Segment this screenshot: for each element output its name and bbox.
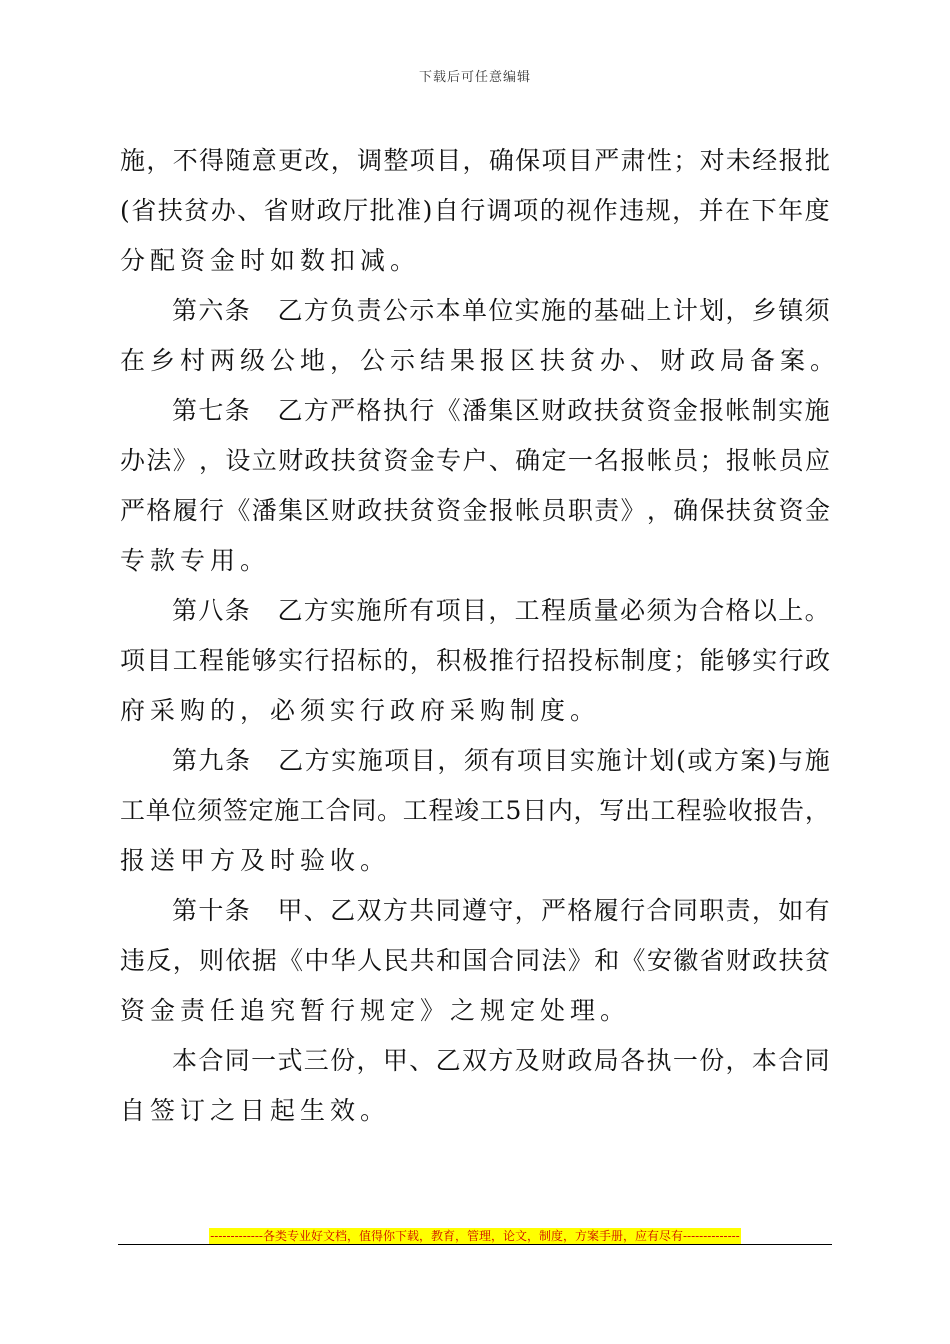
text-line: 第 九 条 乙 方 实 施 项 目 ， 须 有 项 目 实 施 计 划 ( 或 方 案 ) 与 施 bbox=[172, 746, 830, 775]
text-line: 施 ， 不 得 随 意 更 改 ， 调 整 项 目 ， 确 保 项 目 严 肃 性 ； 对 未 经 报 批 bbox=[120, 146, 830, 175]
text-line: 违 反 ， 则 依 据 《 中 华 人 民 共 和 国 合 同 法 》 和 《 安 徽 省 财 政 扶 贫 bbox=[120, 946, 830, 975]
text-line: 分配资金时如数扣减。 bbox=[120, 246, 421, 275]
text-line: 自签订之日起生效。 bbox=[120, 1096, 391, 1125]
text-line: 资金责任追究暂行规定》之规定处理。 bbox=[120, 996, 631, 1025]
text-line: 报送甲方及时验收。 bbox=[120, 846, 391, 875]
text-line: ( 省 扶 贫 办 、 省 财 政 厅 批 准 ) 自 行 调 项 的 视 作 违 规 ， 并 在 下 年 度 bbox=[120, 196, 830, 225]
text-line: 府采购的，必须实行政府采购制度。 bbox=[120, 696, 601, 725]
text-line: 第 八 条 乙 方 实 施 所 有 项 目 ， 工 程 质 量 必 须 为 合 格 以 上 。 bbox=[172, 596, 830, 625]
text-line: 工 单 位 须 签 定 施 工 合 同 。 工 程 竣 工 5 日 内 ， 写 出 工 程 验 收 报 告 ， bbox=[120, 796, 830, 825]
text-line: 办 法 》 ， 设 立 财 政 扶 贫 资 金 专 户 、 确 定 一 名 报 帐 员 ； 报 帐 员 应 bbox=[120, 446, 830, 475]
text-line: 第 七 条 乙 方 严 格 执 行 《 潘 集 区 财 政 扶 贫 资 金 报 帐 制 实 施 bbox=[172, 396, 830, 425]
paragraph-article-10 bbox=[120, 886, 830, 1036]
paragraph-article-6 bbox=[120, 286, 841, 386]
footer-banner bbox=[0, 1225, 950, 1244]
page-header: 下载后可任意编辑 bbox=[418, 70, 531, 85]
paragraph-article-7 bbox=[120, 386, 830, 586]
text-line: 严 格 履 行 《 潘 集 区 财 政 扶 贫 资 金 报 帐 员 职 责 》 ， 确 保 扶 贫 资 金 bbox=[120, 496, 830, 525]
text-line: 第 六 条 乙 方 负 责 公 示 本 单 位 实 施 的 基 础 上 计 划 ， 乡 镇 须 bbox=[172, 296, 830, 325]
footer-divider bbox=[118, 1244, 832, 1245]
text-line: 项 目 工 程 能 够 实 行 招 标 的 ， 积 极 推 行 招 投 标 制 度 ； 能 够 实 行 政 bbox=[120, 646, 830, 675]
text-line: 本 合 同 一 式 三 份 ， 甲 、 乙 双 方 及 财 政 局 各 执 一 份 ， 本 合 同 bbox=[172, 1046, 830, 1075]
document-body bbox=[120, 136, 841, 1136]
text-line: 第 十 条 甲 、 乙 双 方 共 同 遵 守 ， 严 格 履 行 合 同 职 责 ， 如 有 bbox=[172, 896, 830, 925]
paragraph-continued bbox=[120, 136, 830, 286]
paragraph-closing bbox=[120, 1036, 830, 1136]
paragraph-article-9 bbox=[120, 736, 830, 886]
text-line: 在乡村两级公地，公示结果报区扶贫办、财政局备案。 bbox=[120, 346, 841, 375]
footer-banner-text: -------------各类专业好文档，值得你下载，教育，管理，论文，制度，方案手册，应有尽有-------------- bbox=[210, 1229, 740, 1243]
text-line: 专款专用。 bbox=[120, 546, 271, 575]
paragraph-article-8 bbox=[120, 586, 830, 736]
